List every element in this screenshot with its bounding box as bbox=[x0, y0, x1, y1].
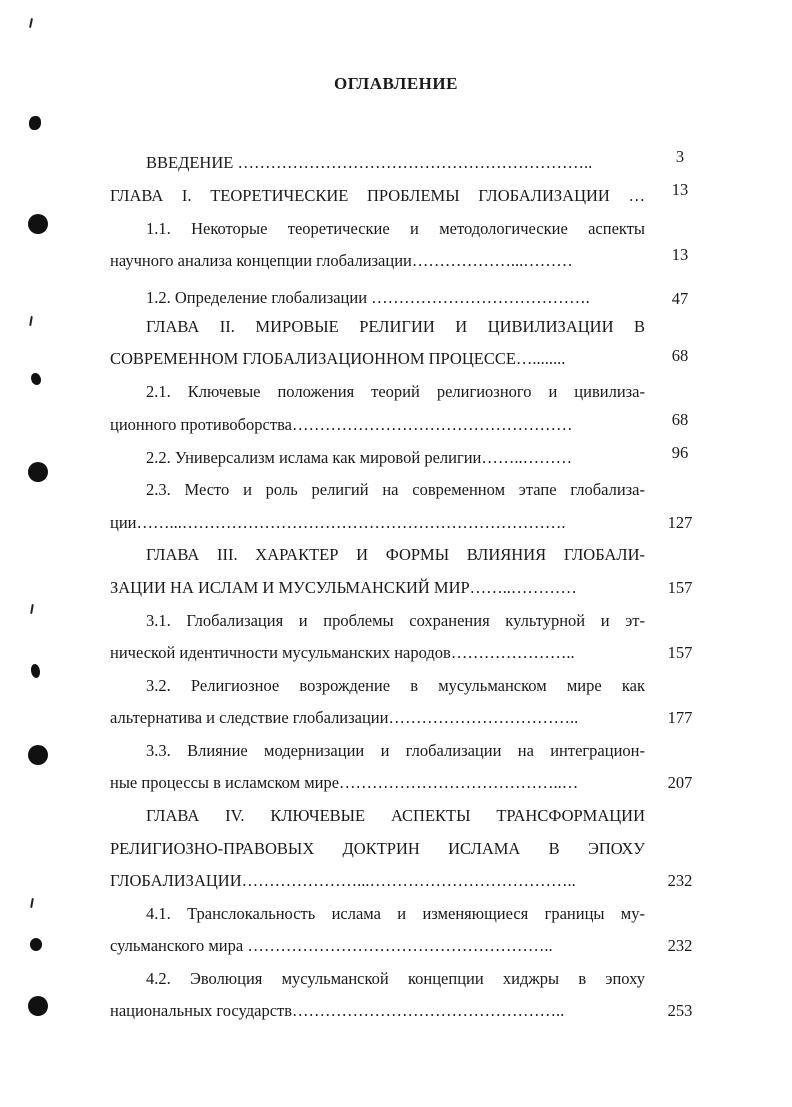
toc-entry-text: 1.1. Некоторые теоретические и методологические аспекты bbox=[146, 219, 645, 238]
toc-page-number: 127 bbox=[667, 513, 693, 532]
toc-page-number: 177 bbox=[667, 708, 693, 727]
toc-entry-text: национальных государств………………………………………….. bbox=[110, 1001, 565, 1020]
toc-entry-text: ВВЕДЕНИЕ ……………………………………………………….. bbox=[146, 153, 593, 172]
scan-mark bbox=[30, 604, 34, 614]
toc-page-number: 3 bbox=[675, 147, 685, 166]
toc-entry-text: 3.2. Религиозное возрождение в мусульманском мире как bbox=[146, 676, 645, 695]
toc-entry-text: ГЛАВА II. МИРОВЫЕ РЕЛИГИИ И ЦИВИЛИЗАЦИИ В bbox=[146, 317, 645, 336]
toc-entry-text: альтернатива и следствие глобализации…………………………….. bbox=[110, 708, 579, 727]
toc-entry-text: РЕЛИГИОЗНО-ПРАВОВЫХ ДОКТРИН ИСЛАМА В ЭПОХУ bbox=[110, 839, 645, 858]
toc-page-number: 68 bbox=[671, 410, 689, 429]
toc-page-number: 68 bbox=[671, 346, 689, 365]
toc-entry-text: 2.1. Ключевые положения теорий религиозного и цивилиза- bbox=[146, 382, 645, 401]
toc-entry-text: 1.2. Определение глобализации …………………………………. bbox=[146, 288, 590, 307]
toc-entry-text: научного анализа концепции глобализации………………...……… bbox=[110, 251, 573, 270]
scan-mark bbox=[30, 938, 42, 951]
toc-page-number: 253 bbox=[667, 1001, 693, 1020]
toc-page-number: 207 bbox=[667, 773, 693, 792]
toc-page-number: 157 bbox=[667, 578, 693, 597]
binder-hole bbox=[28, 996, 48, 1016]
toc-page-number: 232 bbox=[667, 871, 693, 890]
scan-mark bbox=[29, 316, 33, 326]
binder-hole bbox=[28, 214, 48, 234]
scan-mark bbox=[31, 664, 40, 678]
toc-page-number: 232 bbox=[667, 936, 693, 955]
toc-entry-text: ГЛОБАЛИЗАЦИИ…………………...……………………………….. bbox=[110, 871, 576, 890]
toc-entry-text: 2.2. Универсализм ислама как мировой религии……..……… bbox=[146, 448, 573, 467]
toc-entry-text: 4.2. Эволюция мусульманской концепции хиджры в эпоху bbox=[146, 969, 645, 988]
toc-entry-text: 3.1. Глобализация и проблемы сохранения культурной и эт- bbox=[146, 611, 645, 630]
binder-hole bbox=[28, 745, 48, 765]
binder-hole bbox=[28, 462, 48, 482]
toc-page-number: 157 bbox=[667, 643, 693, 662]
scan-mark bbox=[29, 116, 41, 130]
toc-entry-text: ционного противоборства…………………………………………… bbox=[110, 415, 573, 434]
toc-entry-text: ции……...……………………………………………………………. bbox=[110, 513, 566, 532]
toc-entry-text: 4.1. Транслокальность ислама и изменяющиеся границы му- bbox=[146, 904, 645, 923]
scan-mark bbox=[31, 373, 41, 385]
toc-page-number: 13 bbox=[671, 180, 689, 199]
toc-page-number: 13 bbox=[671, 245, 689, 264]
toc-entry-text: ГЛАВА I. ТЕОРЕТИЧЕСКИЕ ПРОБЛЕМЫ ГЛОБАЛИЗАЦИИ … bbox=[110, 186, 645, 205]
scan-mark bbox=[29, 18, 33, 28]
toc-entry-text: ные процессы в исламском мире…………………………………..… bbox=[110, 773, 579, 792]
toc-entry-text: 2.3. Место и роль религий на современном этапе глобализа- bbox=[146, 480, 645, 499]
toc-entry-text: 3.3. Влияние модернизации и глобализации на интеграцион- bbox=[146, 741, 645, 760]
page-title: ОГЛАВЛЕНИЕ bbox=[334, 74, 458, 93]
toc-entry-text: нической идентичности мусульманских народов………………….. bbox=[110, 643, 575, 662]
toc-page-number: 96 bbox=[671, 443, 689, 462]
toc-page-number: 47 bbox=[671, 289, 689, 308]
toc-entry-text: СОВРЕМЕННОМ ГЛОБАЛИЗАЦИОННОМ ПРОЦЕССЕ…........ bbox=[110, 349, 566, 368]
toc-entry-text: сульманского мира ……………………………………………….. bbox=[110, 936, 553, 955]
scan-mark bbox=[30, 898, 34, 908]
toc-entry-text: ЗАЦИИ НА ИСЛАМ И МУСУЛЬМАНСКИЙ МИР……..………… bbox=[110, 578, 577, 597]
toc-entry-text: ГЛАВА IV. КЛЮЧЕВЫЕ АСПЕКТЫ ТРАНСФОРМАЦИИ bbox=[146, 806, 645, 825]
toc-entry-text: ГЛАВА III. ХАРАКТЕР И ФОРМЫ ВЛИЯНИЯ ГЛОБАЛИ- bbox=[146, 545, 645, 564]
